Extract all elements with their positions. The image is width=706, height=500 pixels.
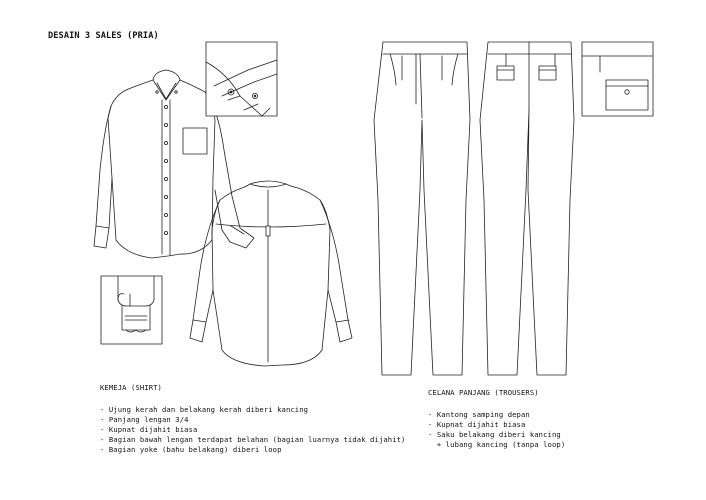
shirt-back-drawing (190, 181, 352, 366)
shirt-front-buttons (156, 91, 177, 235)
shirt-note: - Bagian yoke (bahu belakang) diberi loop (100, 445, 282, 454)
trousers-note: - Kupnat dijahit biasa (428, 420, 526, 429)
page-title: DESAIN 3 SALES (PRIA) (48, 31, 159, 41)
trousers-note: - Saku belakang diberi kancing (428, 430, 561, 439)
trousers-heading: CELANA PANJANG (TROUSERS) (428, 388, 539, 397)
shirt-heading: KEMEJA (SHIRT) (100, 383, 162, 392)
trousers-note: - Kantong samping depan (428, 410, 530, 419)
trousers-notes (428, 410, 565, 450)
shirt-note: - Panjang lengan 3/4 (100, 415, 189, 424)
trousers-back-drawing (480, 42, 574, 375)
trousers-note: + lubang kancing (tanpa loop) (428, 440, 566, 449)
cuff-detail (101, 276, 162, 344)
shirt-notes (100, 405, 405, 455)
shirt-note: - Ujung kerah dan belakang kerah diberi kancing (100, 405, 309, 414)
trousers-front-drawing (374, 42, 470, 375)
back-pocket-detail (582, 42, 653, 116)
shirt-note: - Bagian bawah lengan terdapat belahan (bagian luarnya tidak dijahit) (100, 435, 406, 444)
shirt-note: - Kupnat dijahit biasa (100, 425, 198, 434)
collar-detail (206, 42, 277, 116)
